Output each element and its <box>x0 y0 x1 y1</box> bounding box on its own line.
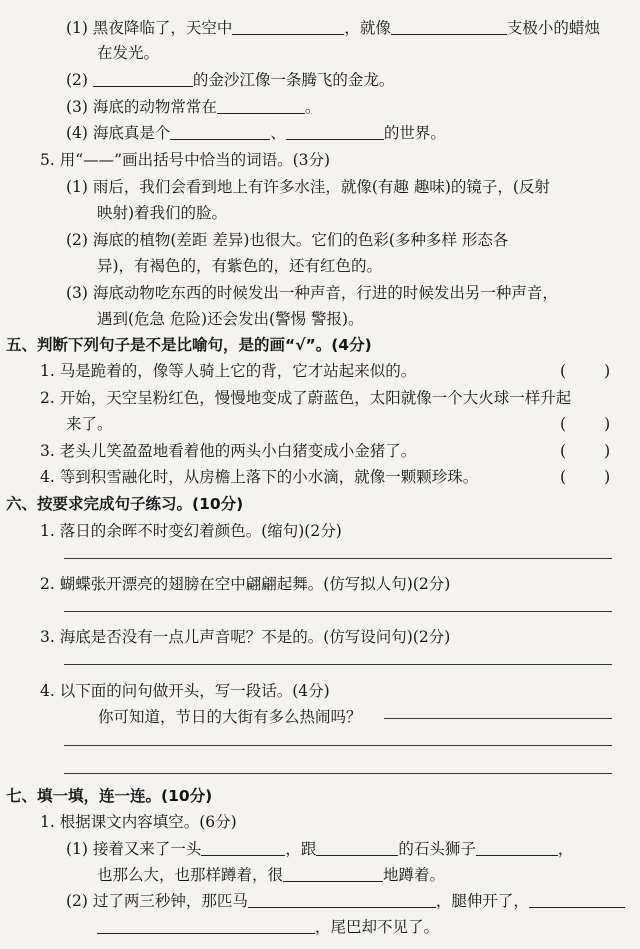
paren-open: ( <box>560 442 567 460</box>
answer-paren[interactable] <box>560 413 610 435</box>
paren-open: ( <box>560 415 567 433</box>
exercise-6-4: 4. 以下面的问句做开头，写一段话。(4分) <box>40 682 330 700</box>
text: 支极小的蜡烛 <box>506 19 600 37</box>
text: (3) 海底的动物常常在 <box>66 98 217 116</box>
answer-blank[interactable] <box>201 841 285 856</box>
exercise-6-2: 2. 蝴蝶张开漂亮的翅膀在空中翩翩起舞。(仿写拟人句)(2分) <box>40 575 451 593</box>
paren-close: ) <box>604 415 611 433</box>
exercise-6-3: 3. 海底是否没有一点儿声音呢？不是的。(仿写设问句)(2分) <box>40 628 451 646</box>
answer-blank[interactable] <box>97 919 315 934</box>
answer-blank[interactable] <box>286 125 384 140</box>
judge-item-2-cont: 来了。 <box>66 415 113 433</box>
answer-blank[interactable] <box>248 893 436 908</box>
paren-close: ) <box>604 468 611 486</box>
judge-item-4: 4. 等到积雪融化时，从房檐上落下的小水滴，就像一颗颗珍珠。 <box>40 468 479 486</box>
fill-7-1-1 <box>66 838 573 860</box>
answer-blank[interactable] <box>93 72 193 87</box>
answer-line[interactable] <box>64 745 612 746</box>
question-5-3: (3) 海底动物吃东西的时候发出一种声音，行进的时候发出另一种声音， <box>66 284 558 302</box>
fill-7-1-2 <box>66 890 625 912</box>
fill-item-4 <box>66 122 446 144</box>
answer-line[interactable] <box>64 558 612 559</box>
text: ，尾巴却不见了。 <box>315 918 440 936</box>
fill-7-1-2-cont <box>97 916 439 938</box>
answer-line[interactable] <box>64 664 612 665</box>
text: 也那么大，也那样蹲着，很 <box>97 866 284 884</box>
answer-paren[interactable] <box>560 466 610 488</box>
question-5-title: 5. 用“——”画出括号中恰当的词语。(3分) <box>40 151 331 169</box>
answer-blank[interactable] <box>529 893 625 908</box>
answer-line[interactable] <box>64 773 612 774</box>
question-5-2-cont: 异)，有褐色的，有紫色的，还有红色的。 <box>97 257 383 275</box>
answer-line[interactable] <box>64 611 612 612</box>
text: 的世界。 <box>383 124 446 142</box>
text: 的石头狮子 <box>398 840 476 858</box>
paren-open: ( <box>560 362 567 380</box>
answer-blank[interactable] <box>476 841 558 856</box>
answer-paren[interactable] <box>560 440 610 462</box>
question-5-1-cont: 映射)着我们的脸。 <box>97 204 228 222</box>
judge-item-2: 2. 开始，天空呈粉红色，慢慢地变成了蔚蓝色，太阳就像一个大火球一样升起 <box>40 389 572 407</box>
text: ，腿伸开了， <box>435 892 529 910</box>
text: 地蹲着。 <box>383 866 446 884</box>
exercise-7-1: 1. 根据课文内容填空。(6分) <box>40 813 237 831</box>
judge-item-3: 3. 老头儿笑盈盈地看着他的两头小白猪变成小金猪了。 <box>40 442 417 460</box>
text: (1) 黑夜降临了，天空中 <box>66 19 233 37</box>
answer-line[interactable] <box>384 718 612 719</box>
question-5-2: (2) 海底的植物(差距 差异)也很大。它们的色彩(多种多样 形态各 <box>66 231 509 249</box>
text: (2) <box>66 71 88 89</box>
answer-blank[interactable] <box>316 841 398 856</box>
judge-item-1: 1. 马是跪着的，像等人骑上它的背，它才站起来似的。 <box>40 362 417 380</box>
text: ，跟 <box>285 840 317 858</box>
paren-open: ( <box>560 468 567 486</box>
answer-blank[interactable] <box>232 20 344 35</box>
answer-paren[interactable] <box>560 360 610 382</box>
fill-item-2 <box>66 69 394 91</box>
exercise-6-4-prompt: 你可知道，节日的大街有多么热闹吗？ <box>98 708 362 726</box>
text: 、 <box>270 124 286 142</box>
section-5-title: 五、判断下列句子是不是比喻句，是的画“√”。(4分) <box>6 336 372 354</box>
paren-close: ) <box>604 442 611 460</box>
answer-blank[interactable] <box>170 125 270 140</box>
fill-7-1-1-cont <box>97 864 445 886</box>
answer-blank[interactable] <box>217 99 305 114</box>
text: (4) 海底真是个 <box>66 124 171 142</box>
paren-close: ) <box>604 362 611 380</box>
section-7-title: 七、填一填，连一连。(10分) <box>6 787 213 805</box>
text: 的金沙江像一条腾飞的金龙。 <box>192 71 395 89</box>
section-6-title: 六、按要求完成句子练习。(10分) <box>6 495 244 513</box>
question-5-1: (1) 雨后，我们会看到地上有许多水洼，就像(有趣 趣味)的镜子，(反射 <box>66 178 550 196</box>
text: (1) 接着又来了一头 <box>66 840 202 858</box>
fill-item-3 <box>66 96 320 118</box>
text: ，就像 <box>344 19 391 37</box>
question-5-3-cont: 遇到(危急 危险)还会发出(警惕 警报)。 <box>97 310 364 328</box>
fill-item-1-cont: 在发光。 <box>97 44 160 62</box>
text: (2) 过了两三秒钟，那匹马 <box>66 892 248 910</box>
fill-item-1 <box>66 17 600 39</box>
text: 。 <box>304 98 321 116</box>
exercise-6-1: 1. 落日的余晖不时变幻着颜色。(缩句)(2分) <box>40 522 342 540</box>
answer-blank[interactable] <box>283 867 383 882</box>
text: ， <box>557 840 574 858</box>
answer-blank[interactable] <box>391 20 507 35</box>
